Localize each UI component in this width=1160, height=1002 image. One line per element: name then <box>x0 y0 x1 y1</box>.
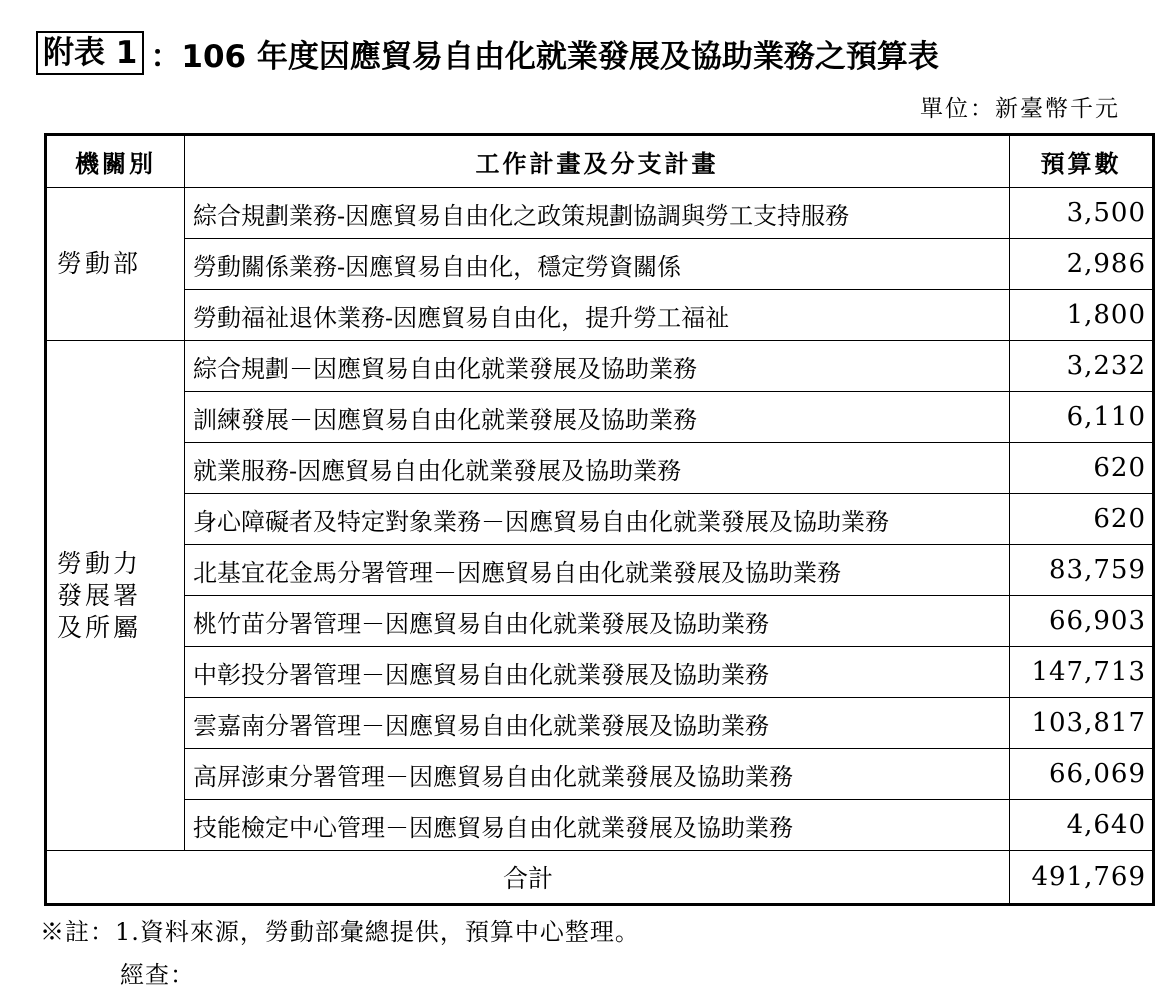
table-row <box>46 494 1154 545</box>
amount-cell: 620 <box>1010 494 1154 545</box>
agency-line: 發展署 <box>57 580 142 610</box>
title-text: ：106 年度因應貿易自由化就業發展及協助業務之預算表 <box>150 38 939 75</box>
plan-cell: 勞動關係業務-因應貿易自由化，穩定勞資關係 <box>185 239 1010 290</box>
total-label: 合計 <box>46 851 1010 905</box>
amount-cell: 3,232 <box>1010 341 1154 392</box>
plan-cell: 桃竹苗分署管理－因應貿易自由化就業發展及協助業務 <box>185 596 1010 647</box>
table-row <box>46 392 1154 443</box>
budget-table <box>44 133 1155 906</box>
table-row <box>46 545 1154 596</box>
amount-cell: 1,800 <box>1010 290 1154 341</box>
plan-cell: 北基宜花金馬分署管理－因應貿易自由化就業發展及協助業務 <box>185 545 1010 596</box>
table-row <box>46 443 1154 494</box>
total-amount: 491,769 <box>1010 851 1154 905</box>
review-note: 經查： <box>120 961 195 989</box>
amount-cell: 4,640 <box>1010 800 1154 851</box>
plan-cell: 高屏澎東分署管理－因應貿易自由化就業發展及協助業務 <box>185 749 1010 800</box>
table-header-row <box>46 135 1154 188</box>
table-row <box>46 800 1154 851</box>
plan-cell: 身心障礙者及特定對象業務－因應貿易自由化就業發展及協助業務 <box>185 494 1010 545</box>
amount-cell: 6,110 <box>1010 392 1154 443</box>
table-row <box>46 596 1154 647</box>
amount-cell: 83,759 <box>1010 545 1154 596</box>
table-row <box>46 341 1154 392</box>
amount-cell: 2,986 <box>1010 239 1154 290</box>
appendix-tag: 附表 1 <box>36 31 144 75</box>
amount-cell: 620 <box>1010 443 1154 494</box>
plan-cell: 綜合規劃業務-因應貿易自由化之政策規劃協調與勞工支持服務 <box>185 188 1010 239</box>
agency-cell-ministry <box>46 188 185 341</box>
table-row <box>46 698 1154 749</box>
table-row <box>46 290 1154 341</box>
amount-cell: 66,069 <box>1010 749 1154 800</box>
plan-cell: 中彰投分署管理－因應貿易自由化就業發展及協助業務 <box>185 647 1010 698</box>
amount-cell: 103,817 <box>1010 698 1154 749</box>
plan-cell: 雲嘉南分署管理－因應貿易自由化就業發展及協助業務 <box>185 698 1010 749</box>
plan-cell: 勞動福祉退休業務-因應貿易自由化，提升勞工福祉 <box>185 290 1010 341</box>
unit-label: 單位：新臺幣千元 <box>920 96 1120 122</box>
total-row <box>46 851 1154 905</box>
agency-line: 及所屬 <box>57 612 142 642</box>
header-budget: 預算數 <box>1010 135 1154 188</box>
table-row <box>46 239 1154 290</box>
plan-cell: 就業服務-因應貿易自由化就業發展及協助業務 <box>185 443 1010 494</box>
agency-line: 勞動力 <box>57 548 142 578</box>
amount-cell: 66,903 <box>1010 596 1154 647</box>
amount-cell: 3,500 <box>1010 188 1154 239</box>
agency-line: 勞動部 <box>57 249 142 278</box>
page-title <box>36 30 939 76</box>
header-plan: 工作計畫及分支計畫 <box>185 135 1010 188</box>
table-row <box>46 647 1154 698</box>
table-row <box>46 188 1154 239</box>
plan-cell: 訓練發展－因應貿易自由化就業發展及協助業務 <box>185 392 1010 443</box>
header-agency: 機關別 <box>46 135 185 188</box>
table-row <box>46 749 1154 800</box>
plan-cell: 綜合規劃－因應貿易自由化就業發展及協助業務 <box>185 341 1010 392</box>
agency-cell-workforce <box>46 341 185 851</box>
amount-cell: 147,713 <box>1010 647 1154 698</box>
plan-cell: 技能檢定中心管理－因應貿易自由化就業發展及協助業務 <box>185 800 1010 851</box>
source-note: ※註：1.資料來源，勞動部彙總提供，預算中心整理。 <box>40 918 640 946</box>
